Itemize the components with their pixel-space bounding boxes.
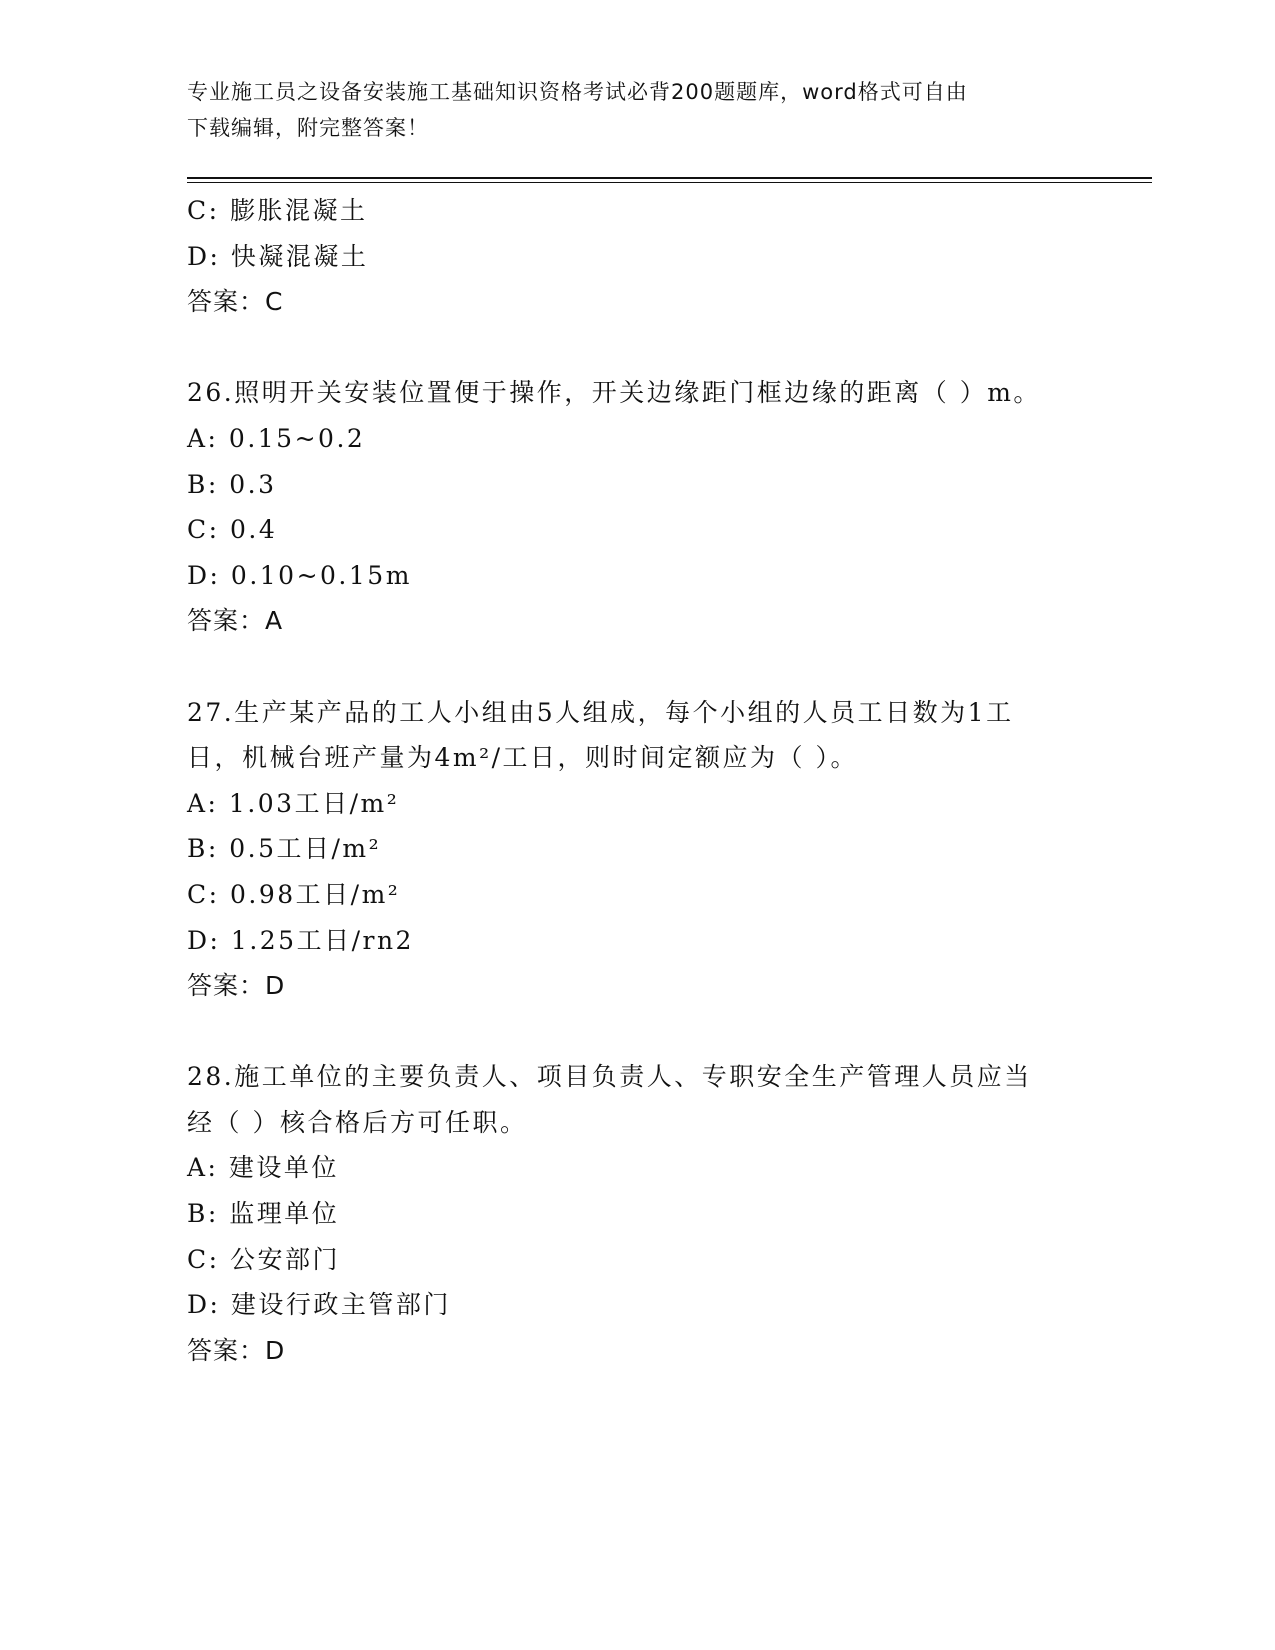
answer-label: 答案：D [187,971,286,1001]
question-25 [187,188,1087,325]
option-c: C: 公安部门 [187,1244,340,1274]
header-divider-thin [187,182,1152,183]
option-a: A: 建设单位 [187,1153,339,1183]
question-list [187,188,1087,1373]
option-d: D: 建设行政主管部门 [187,1290,451,1320]
answer-label: 答案：A [187,606,284,636]
question-stem-line-2: 日，机械台班产量为4m²/工日，则时间定额应为（ ）。 [187,743,859,773]
option-b: B: 0.3 [187,469,277,499]
option-a: A: 0.15~0.2 [187,423,366,453]
answer-label: 答案：C [187,287,284,317]
option-d: D: 快凝混凝土 [187,241,369,271]
option-a: A: 1.03工日/m² [187,788,400,818]
option-d: D: 1.25工日/rn2 [187,925,414,955]
header-title-line-2: 下载编辑，附完整答案！ [187,116,429,140]
option-b: B: 0.5工日/m² [187,834,382,864]
option-d: D: 0.10~0.15m [187,560,412,590]
option-c: C: 膨胀混凝土 [187,196,368,225]
answer-label: 答案：D [187,1335,286,1365]
option-c: C: 0.4 [187,515,278,545]
question-stem-line-2: 经（ ）核合格后方可任职。 [187,1107,528,1137]
header-divider-thick [187,177,1152,179]
header-title-line-1: 专业施工员之设备安装施工基础知识资格考试必背200题题库，word格式可自由 [187,80,968,104]
option-c: C: 0.98工日/m² [187,879,401,909]
question-27 [187,690,1087,1009]
question-stem-line-1: 27.生产某产品的工人小组由5人组成，每个小组的人员工日数为1工 [187,697,1014,727]
option-b: B: 监理单位 [187,1199,340,1229]
question-stem-line-1: 28.施工单位的主要负责人、项目负责人、专职安全生产管理人员应当 [187,1062,1032,1092]
question-stem: 26.照明开关安装位置便于操作，开关边缘距门框边缘的距离（ ）m。 [187,378,1041,408]
document-header [187,74,1067,146]
question-28 [187,1054,1087,1373]
question-26 [187,370,1087,644]
